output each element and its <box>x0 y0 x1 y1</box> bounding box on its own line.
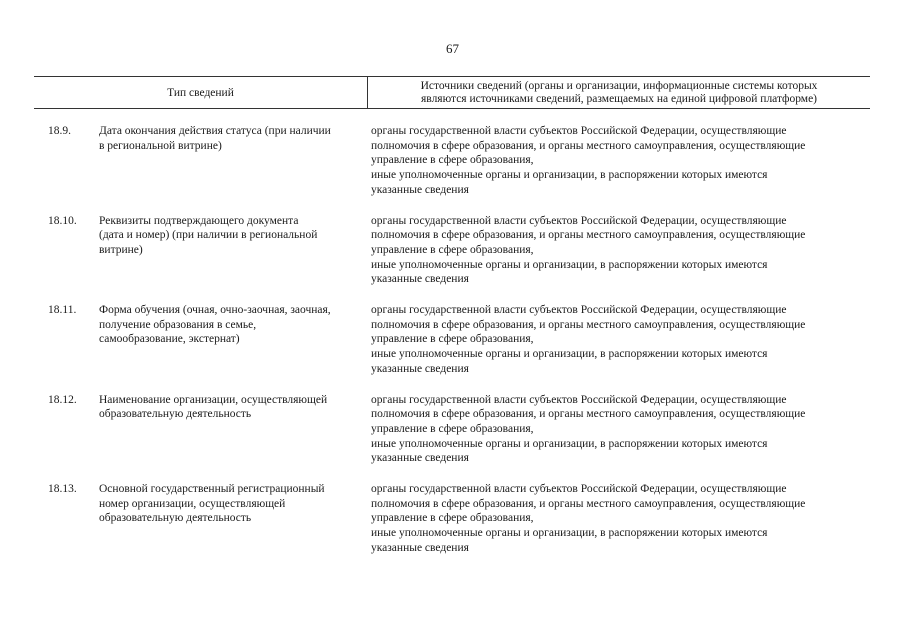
table-row <box>0 393 905 483</box>
row-source-line: полномочия в сфере образования, и органы местного самоуправления, осуществляющие <box>371 139 806 152</box>
row-source-line: управление в сфере образования, <box>371 243 534 256</box>
row-source-line: органы государственной власти субъектов Российской Федерации, осуществляющие <box>371 214 787 227</box>
row-source-line: указанные сведения <box>371 183 469 196</box>
row-type-line: образовательную деятельность <box>99 408 252 421</box>
row-number: 18.13. <box>48 483 77 495</box>
row-source-line: управление в сфере образования, <box>371 333 534 346</box>
row-source-line: органы государственной власти субъектов Российской Федерации, осуществляющие <box>371 304 787 316</box>
header-source-line: Источники сведений (органы и организации, информационные системы которых <box>420 80 818 92</box>
page-number: 67 <box>446 41 459 56</box>
header-source-line: являются источниками сведений, размещаемых на единой цифровой платформе) <box>421 93 817 105</box>
row-source-line: иные уполномоченные органы и организации, в распоряжении которых имеются <box>371 348 768 361</box>
row-source-line: управление в сфере образования, <box>371 154 534 167</box>
header-source-column <box>368 80 870 106</box>
header-type-column: Тип сведений <box>167 86 234 99</box>
row-source <box>371 214 871 288</box>
table-body <box>0 124 905 572</box>
row-source-line: управление в сфере образования, <box>371 512 534 525</box>
row-number: 18.11. <box>48 304 77 316</box>
row-source-line: указанные сведения <box>371 362 469 375</box>
row-source-line: указанные сведения <box>371 452 469 465</box>
row-source-line: органы государственной власти субъектов Российской Федерации, осуществляющие <box>371 125 787 137</box>
row-type-line: номер организации, осуществляющей <box>99 497 286 510</box>
row-source <box>371 482 871 556</box>
row-number: 18.9. <box>48 125 71 137</box>
row-source <box>371 124 871 198</box>
row-type-line: Наименование организации, осуществляющей <box>99 393 328 406</box>
table-row <box>0 303 905 393</box>
row-type-line: получение образования в семье, <box>99 318 257 331</box>
table-row <box>0 214 905 304</box>
row-type-line: Форма обучения (очная, очно-заочная, заочная, <box>99 304 331 316</box>
row-source-line: иные уполномоченные органы и организации, в распоряжении которых имеются <box>371 258 768 271</box>
row-type-line: образовательную деятельность <box>99 512 252 525</box>
row-source <box>371 303 871 377</box>
row-type-line: в региональной витрине) <box>99 139 222 152</box>
row-type-line: витрине) <box>99 243 143 256</box>
row-source-line: полномочия в сфере образования, и органы местного самоуправления, осуществляющие <box>371 318 806 331</box>
row-type <box>99 482 367 526</box>
row-source-line: управление в сфере образования, <box>371 422 534 435</box>
row-source-line: иные уполномоченные органы и организации, в распоряжении которых имеются <box>371 169 768 182</box>
row-number: 18.12. <box>48 393 77 406</box>
row-source-line: органы государственной власти субъектов Российской Федерации, осуществляющие <box>371 483 787 495</box>
row-type <box>99 214 367 258</box>
row-source-line: полномочия в сфере образования, и органы местного самоуправления, осуществляющие <box>371 229 806 242</box>
row-source-line: полномочия в сфере образования, и органы местного самоуправления, осуществляющие <box>371 408 806 421</box>
row-type-line: Реквизиты подтверждающего документа <box>99 214 299 227</box>
table-header <box>34 76 870 109</box>
row-type <box>99 124 367 153</box>
row-number: 18.10. <box>48 214 77 227</box>
row-type-line: Дата окончания действия статуса (при наличии <box>99 125 331 137</box>
row-source-line: полномочия в сфере образования, и органы местного самоуправления, осуществляющие <box>371 497 806 510</box>
row-source-line: иные уполномоченные органы и организации, в распоряжении которых имеются <box>371 527 768 540</box>
row-type <box>99 393 367 422</box>
row-source-line: органы государственной власти субъектов Российской Федерации, осуществляющие <box>371 393 787 406</box>
row-source-line: указанные сведения <box>371 273 469 286</box>
row-source-line: иные уполномоченные органы и организации, в распоряжении которых имеются <box>371 437 768 450</box>
table-row <box>0 124 905 214</box>
row-type <box>99 303 367 347</box>
row-type-line: Основной государственный регистрационный <box>99 483 325 495</box>
row-type-line: (дата и номер) (при наличии в региональной <box>99 229 318 242</box>
row-source-line: указанные сведения <box>371 541 469 554</box>
row-type-line: самообразование, экстернат) <box>99 333 240 346</box>
row-source <box>371 393 871 467</box>
table-row <box>0 482 905 572</box>
